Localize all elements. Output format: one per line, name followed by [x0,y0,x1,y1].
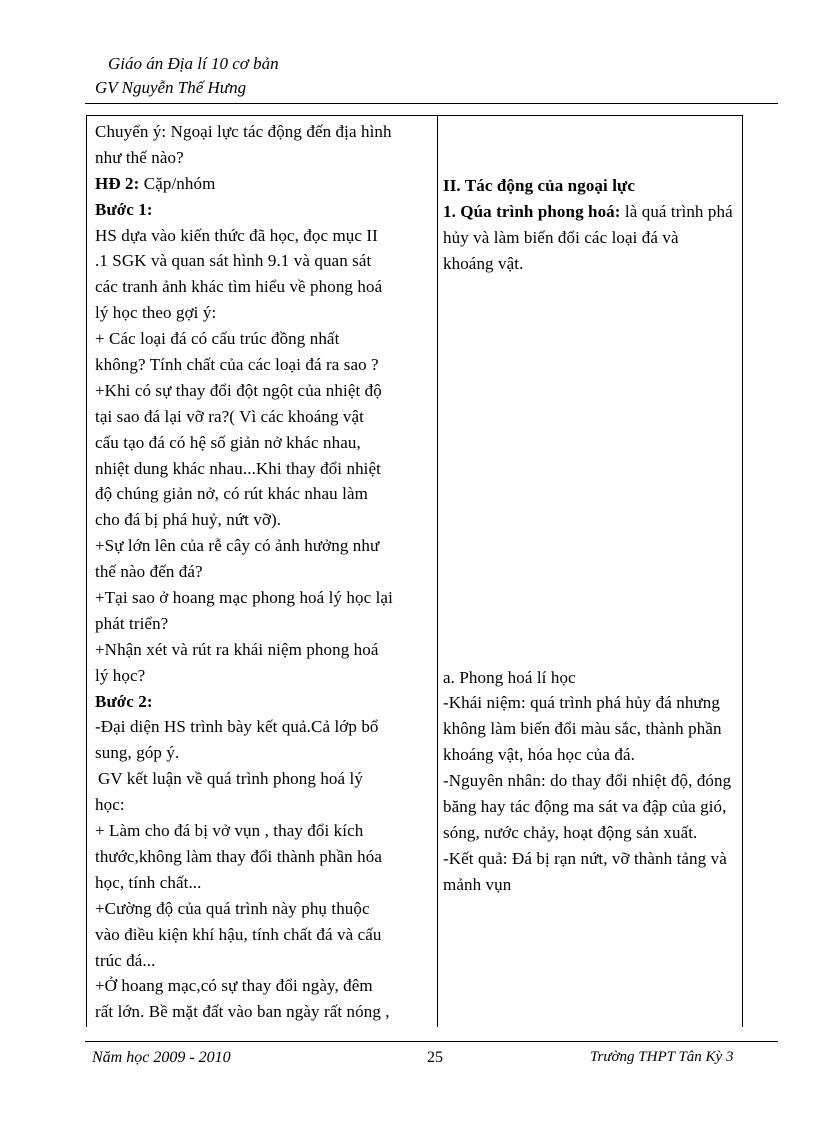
right-line: khoáng vật, hóa học của đá. [443,745,635,765]
left-line: cho đá bị phá huỷ, nứt vỡ). [95,510,282,530]
left-line: +Sự lớn lên của rễ cây có ảnh hưởng như [95,536,380,556]
left-line: +Khi có sự thay đổi đột ngột của nhiệt độ [95,380,382,400]
left-line: HS dựa vào kiến thức đã học, đọc mục II [95,225,378,245]
left-line: tại sao đá lại vỡ ra?( Vì các khoáng vật [95,406,364,426]
left-line: các tranh ảnh khác tìm hiểu về phong hoá [95,277,383,297]
left-line: + Làm cho đá bị vở vụn , thay đổi kích [95,821,364,841]
right-line: mảnh vụn [443,874,512,894]
left-line: Chuyển ý: Ngoại lực tác động đến địa hình [95,122,392,141]
left-line: phát triển? [95,613,169,633]
header-teacher: GV Nguyễn Thế Hưng [95,78,247,97]
left-line: cấu tạo đá có hệ số giản nở khác nhau, [95,432,361,452]
left-line: học: [95,795,125,815]
left-line: + Các loại đá có cấu trúc đồng nhất [95,329,340,349]
right-line: băng hay tác động ma sát va đập của gió, [443,797,727,817]
header-rule [85,103,778,104]
left-line: +Nhận xét và rút ra khái niệm phong hoá [95,639,379,659]
right-line: -Kết quả: Đá bị rạn nứt, vỡ thành tảng và [443,848,727,868]
right-line: khoáng vật. [443,253,524,273]
left-line: sung, góp ý. [95,743,180,763]
header-subject: Giáo án Địa lí 10 cơ bản [108,54,279,73]
subsection-title: a. Phong hoá lí học [443,667,576,687]
right-line: sóng, nước chảy, hoạt động sản xuất. [443,822,698,842]
activity-heading [95,171,431,197]
right-line: -Nguyên nhân: do thay đổi nhiệt độ, đóng [443,771,732,791]
left-line: như thế nào? [95,147,184,167]
section-title-text: II. Tác động của ngoại lực [443,176,635,195]
left-line: +Ở hoang mạc,có sự thay đổi ngày, đêm [95,976,373,996]
hd2-label: HĐ 2: [95,173,140,193]
right-line: không làm biến đổi màu sắc, thành phần [443,719,722,739]
footer-school-name: Trường THPT Tân Kỳ 3 [590,1049,734,1065]
left-line: lý học theo gợi ý: [95,303,217,323]
page-number: 25 [427,1049,443,1066]
footer-rule [85,1041,778,1042]
right-line: hủy và làm biến đổi các loại đá và [443,227,679,247]
left-line: thước,không làm thay đổi thành phần hóa [95,846,382,866]
left-line: lý học? [95,665,146,685]
content-column [438,116,742,1027]
right-line: -Khái niệm: quá trình phá hủy đá nhưng [443,693,720,713]
item1-heading: 1. Qúa trình phong hoá: [443,201,621,221]
left-line: GV kết luận về quá trình phong hoá lý [98,769,363,789]
section-title [443,173,736,199]
item1-line [443,199,736,225]
activity-mode: Cặp/nhóm [143,173,216,193]
footer-school-year: Năm học 2009 - 2010 [92,1049,231,1066]
step2-label: Bước 2: [95,691,153,711]
left-line: +Cường độ của quá trình này phụ thuộc [95,898,370,918]
item1-definition: là quá trình phá [620,201,733,221]
left-line: không? Tính chất của các loại đá ra sao ? [95,355,379,375]
lesson-table [86,115,743,1027]
left-line: học, tính chất... [95,872,202,892]
left-line: thế nào đến đá? [95,562,203,582]
left-line: rất lớn. Bề mặt đất vào ban ngày rất nóng , [95,1002,390,1022]
left-line: nhiệt dung khác nhau...Khi thay đổi nhiệt [95,458,381,478]
left-line: độ chúng giản nở, có rút khác nhau làm [95,484,368,504]
left-line: +Tại sao ở hoang mạc phong hoá lý học lại [95,588,393,608]
step1-label: Bước 1: [95,199,153,219]
teacher-student-activities-column [87,116,438,1027]
left-line: .1 SGK và quan sát hình 9.1 và quan sát [95,251,372,271]
left-line: vào điều kiện khí hậu, tính chất đá và cấu [95,924,382,944]
left-line: -Đại diện HS trình bày kết quả.Cả lớp bổ [95,717,379,737]
left-line: trúc đá... [95,950,156,970]
